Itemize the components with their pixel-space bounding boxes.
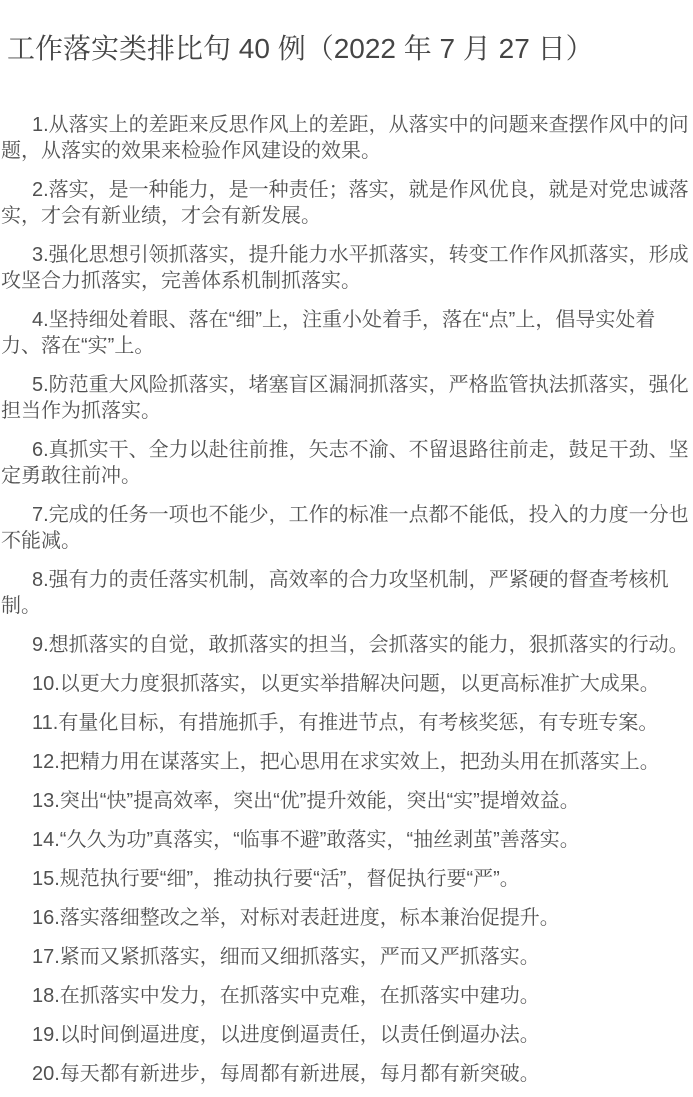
- list-item: 4.坚持细处着眼、落在“细”上，注重小处着手，落在“点”上，倡导实处着力、落在“实”上。: [1, 309, 656, 357]
- list-item: 1.从落实上的差距来反思作风上的差距，从落实中的问题来查摆作风中的问题，从落实的效果来检验作风建设的效果。: [1, 114, 689, 162]
- list-item: 13.突出“快”提高效率，突出“优”提升效能，突出“实”提增效益。: [32, 790, 580, 812]
- list-item: 15.规范执行要“细”，推动执行要“活”，督促执行要“严”。: [32, 868, 520, 890]
- list-item: 16.落实落细整改之举，对标对表赶进度，标本兼治促提升。: [32, 907, 560, 929]
- list-item: 7.完成的任务一项也不能少，工作的标准一点都不能低，投入的力度一分也不能减。: [1, 504, 689, 552]
- list-item: 2.落实，是一种能力，是一种责任；落实，就是作风优良，就是对党忠诚落实，才会有新业绩，才会有新发展。: [1, 179, 689, 227]
- sentence-list: [1, 112, 692, 1087]
- list-item: 19.以时间倒逼进度，以进度倒逼责任，以责任倒逼办法。: [32, 1024, 540, 1046]
- list-item: 18.在抓落实中发力，在抓落实中克难，在抓落实中建功。: [32, 985, 540, 1007]
- list-item: 5.防范重大风险抓落实，堵塞盲区漏洞抓落实，严格监管执法抓落实，强化担当作为抓落实。: [1, 374, 689, 422]
- list-item: 17.紧而又紧抓落实，细而又细抓落实，严而又严抓落实。: [32, 946, 540, 968]
- list-item: 3.强化思想引领抓落实，提升能力水平抓落实，转变工作作风抓落实，形成攻坚合力抓落实，完善体系机制抓落实。: [1, 244, 689, 292]
- list-item: 10.以更大力度狠抓落实，以更实举措解决问题，以更高标准扩大成果。: [32, 673, 660, 695]
- list-item: 20.每天都有新进步，每周都有新进展，每月都有新突破。: [32, 1063, 540, 1085]
- page-title: 工作落实类排比句 40 例（2022 年 7 月 27 日）: [7, 33, 594, 64]
- list-item: 11.有量化目标，有措施抓手，有推进节点，有考核奖惩，有专班专案。: [32, 712, 659, 734]
- list-item: 14.“久久为功”真落实，“临事不避”敢落实，“抽丝剥茧”善落实。: [32, 829, 580, 851]
- list-item: 12.把精力用在谋落实上，把心思用在求实效上，把劲头用在抓落实上。: [32, 751, 660, 773]
- list-item: 8.强有力的责任落实机制，高效率的合力攻坚机制，严紧硬的督查考核机制。: [1, 569, 669, 617]
- list-item: 9.想抓落实的自觉，敢抓落实的担当，会抓落实的能力，狠抓落实的行动。: [32, 634, 689, 656]
- list-item: 6.真抓实干、全力以赴往前推，矢志不渝、不留退路往前走，鼓足干劲、坚定勇敢往前冲。: [1, 439, 689, 487]
